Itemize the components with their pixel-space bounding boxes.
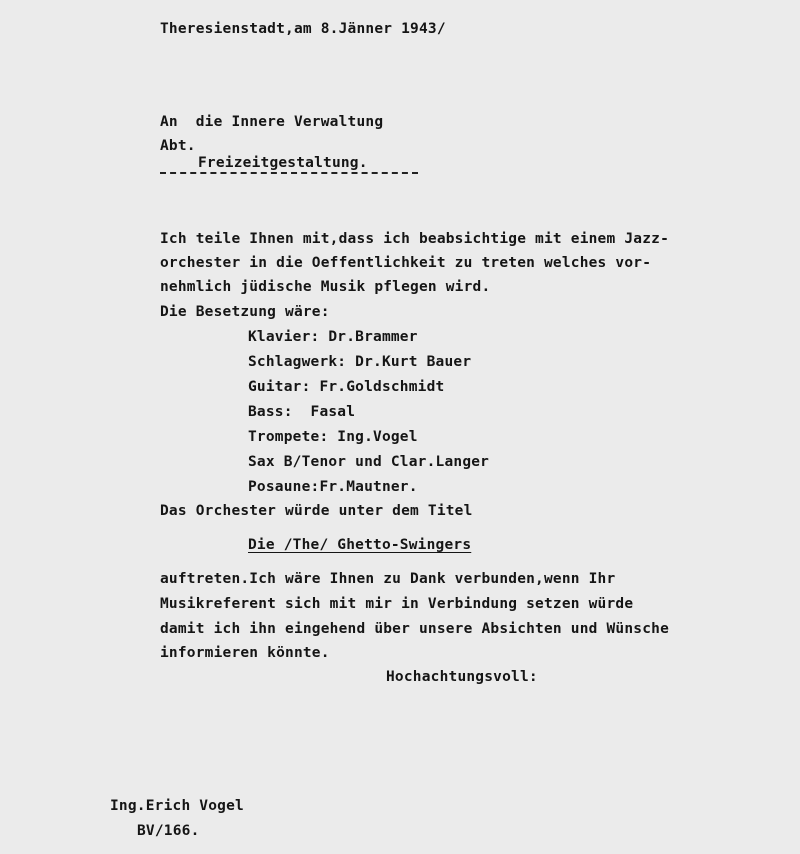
body-line: Ich teile Ihnen mit,dass ich beabsichtige mit einem Jazz- [160,231,669,247]
orchestra-title: Die /The/ Ghetto-Swingers [248,537,472,553]
closing-line: Musikreferent sich mit mir in Verbindung setzen würde [160,596,634,612]
member-line: Guitar: Fr.Goldschmidt [248,379,445,395]
signature-name: Ing.Erich Vogel [110,798,244,814]
greeting: Hochachtungsvoll: [386,669,538,685]
department-abbreviation: Abt. [160,138,196,154]
department-underline [160,172,418,174]
member-line: Sax B/Tenor und Clar.Langer [248,454,490,470]
signature-reference: BV/166. [137,823,200,839]
date-line: Theresienstadt,am 8.Jänner 1943/ [160,21,446,37]
member-line: Bass: Fasal [248,404,356,420]
body-line: orchester in die Oeffentlichkeit zu treten welches vor- [160,255,652,271]
member-line: Klavier: Dr.Brammer [248,329,418,345]
recipient-line: An die Innere Verwaltung [160,114,384,130]
besetzung-intro: Die Besetzung wäre: [160,304,330,320]
member-line: Posaune:Fr.Mautner. [248,479,418,495]
body-line: nehmlich jüdische Musik pflegen wird. [160,279,491,295]
closing-line: auftreten.Ich wäre Ihnen zu Dank verbunden,wenn Ihr [160,571,616,587]
orchestra-title-intro: Das Orchester würde unter dem Titel [160,503,473,519]
closing-line: damit ich ihn eingehend über unsere Absichten und Wünsche [160,621,669,637]
member-line: Schlagwerk: Dr.Kurt Bauer [248,354,472,370]
closing-line: informieren könnte. [160,645,330,661]
member-line: Trompete: Ing.Vogel [248,429,418,445]
department-name: Freizeitgestaltung. [198,155,368,171]
